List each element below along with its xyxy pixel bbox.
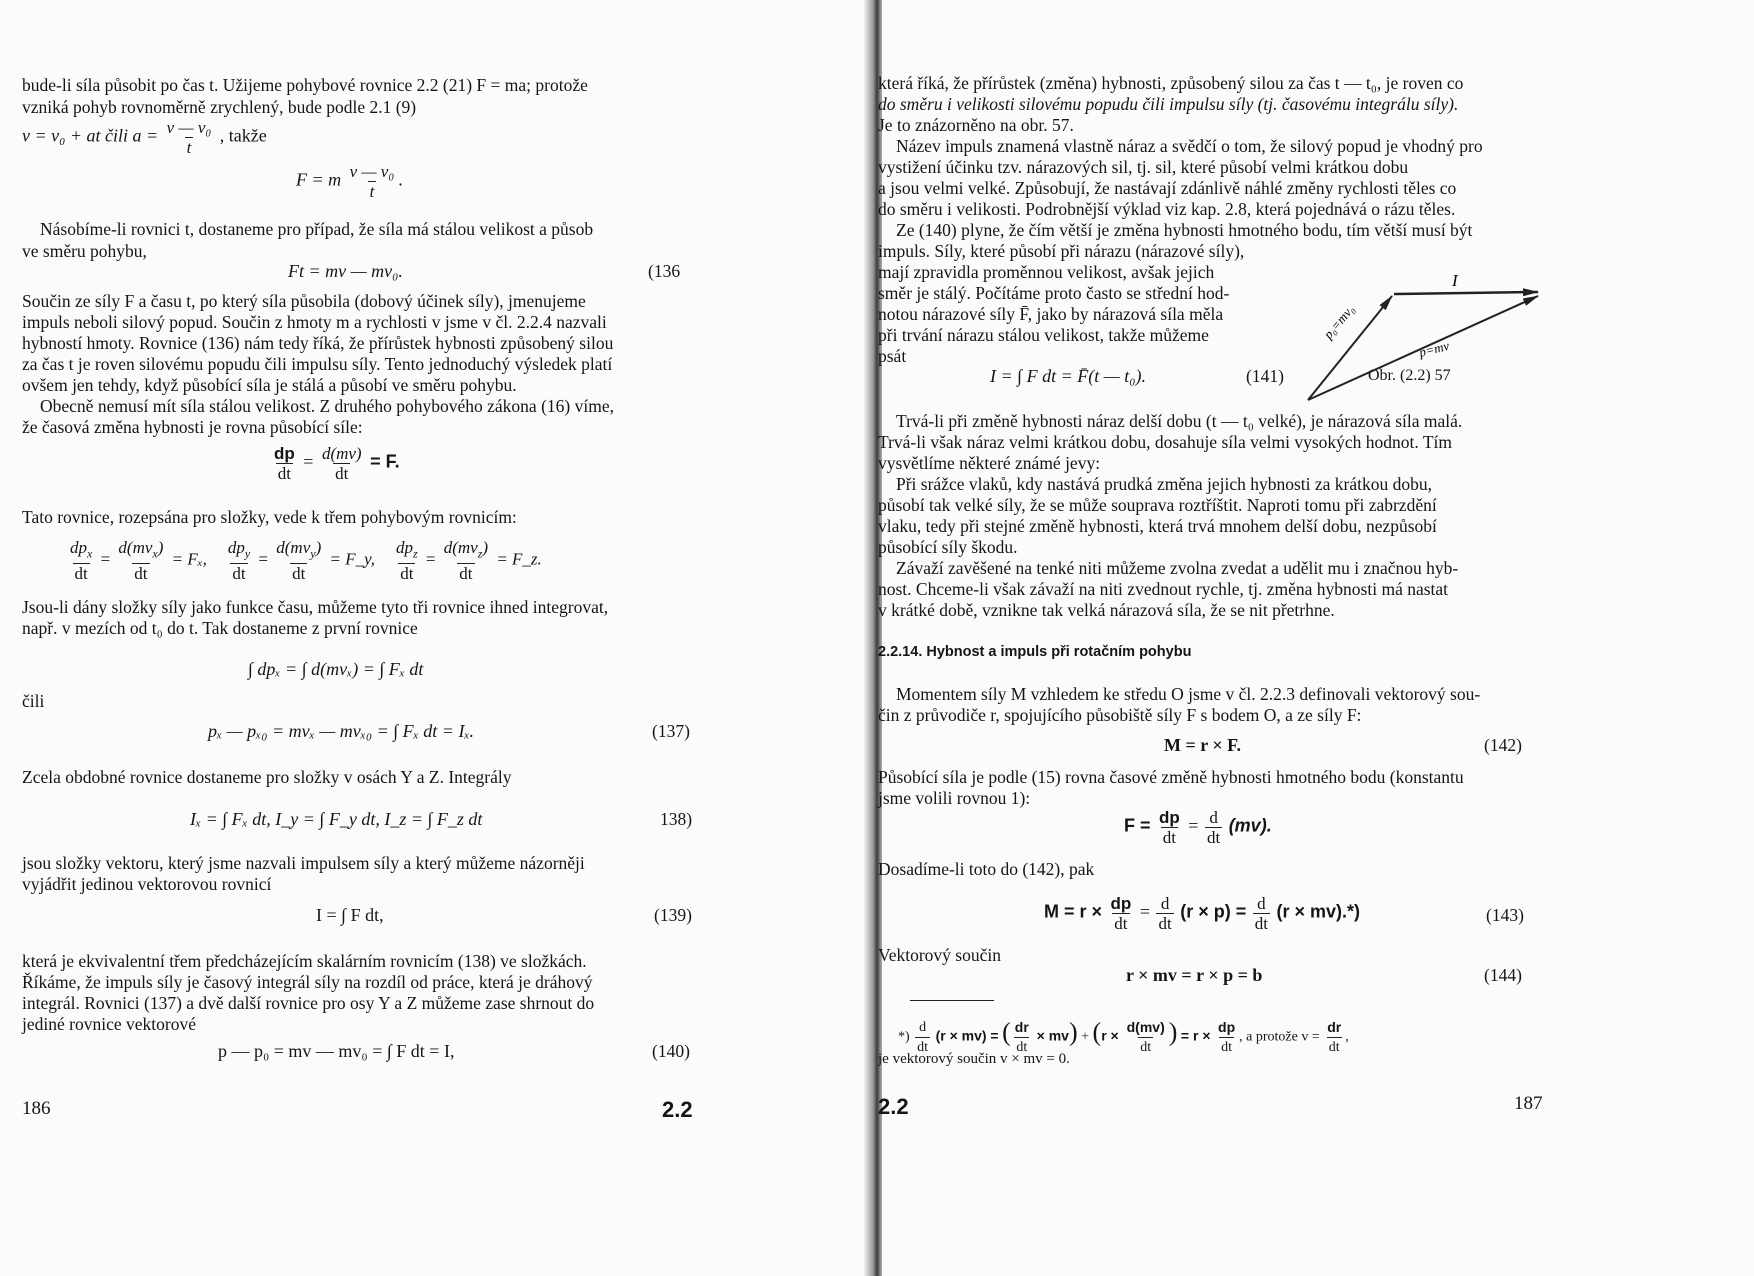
paragraph-line: nost. Chceme-li však závaží na niti zvednout rychle, tj. změna hybnosti má nastat: [878, 579, 1449, 599]
label-impulse: I: [1452, 271, 1458, 290]
paragraph-line: Říkáme, že impuls síly je časový integrál síly na rozdíl od práce, která je dráhový: [22, 972, 593, 992]
paragraph-line: ovšem jen tehdy, když působící síla je stálá a působí ve směru pohybu.: [22, 375, 517, 395]
paragraph-line: Jsou-li dány složky síly jako funkce času, můžeme tyto tři rovnice ihned integrovat,: [22, 597, 609, 617]
paragraph-line: např. v mezích od t₀ do t. Tak dostaneme z první rovnice: [22, 618, 418, 638]
paragraph-line: vyjádřit jedinou vektorovou rovnicí: [22, 874, 272, 894]
paragraph-line: jsou složky vektoru, který jsme nazvali impulsem síly a který můžeme názorněji: [22, 853, 585, 873]
equation-136: Ft = mv — mv₀.: [288, 261, 403, 281]
section-tag: 2.2: [662, 1097, 693, 1122]
equation-text: v = v₀ + at čili a =: [22, 125, 159, 146]
paragraph-line: vzniká pohyb rovnoměrně zrychlený, bude podle 2.1 (9): [22, 97, 417, 117]
equation-137: pₓ — pₓ₀ = mvₓ — mvₓ₀ = ∫ Fₓ dt = Iₓ.: [208, 721, 475, 741]
paragraph-line: Trvá-li při změně hybnosti náraz delší dobu (t — t₀ velké), je nárazová síla malá.: [896, 411, 1463, 431]
equation-141: I = ∫ F dt = F̄(t — t₀).: [990, 366, 1146, 386]
equation-143: M = r × $\frac{dp}{dt}$ = $\frac{d}{dt}$ (r × p) = $\frac{d}{dt}$ (r × mv).*): [1044, 894, 1360, 933]
equation-text: = F_z.: [496, 549, 542, 569]
label-p: p=mv: [1417, 337, 1451, 360]
fraction-numerator: v — v₀: [349, 162, 395, 181]
paragraph-line: působící síly škodu.: [878, 537, 1018, 557]
section-heading: 2.2.14. Hybnost a impuls při rotačním pohybu: [878, 644, 1192, 660]
footnote-line: je vektorový součin v × mv = 0.: [878, 1051, 1070, 1067]
paragraph-line: Zcela obdobné rovnice dostaneme pro složky v osách Y a Z. Integrály: [22, 767, 512, 787]
paragraph-line: Vektorový součin: [878, 945, 1001, 965]
paragraph-line: vystižení účinku tzv. nárazových sil, tj. sil, které působí velmi krátkou dobu: [878, 157, 1409, 177]
equation-text: (mv).: [1228, 815, 1272, 836]
fraction-numerator: dp: [274, 444, 295, 463]
equation-velocity: [22, 118, 267, 157]
fraction-denominator: dt: [277, 464, 291, 483]
paragraph-line: Název impuls znamená vlastně náraz a svědčí o tom, že silový popud je vhodný pro: [896, 136, 1483, 156]
vector-impulse: [1394, 292, 1538, 294]
equation-140: p — p₀ = mv — mv₀ = ∫ F dt = I,: [218, 1041, 455, 1061]
paragraph-line: která je ekvivalentní třem předcházejícím skalárním rovnicím (138) ve složkách.: [22, 951, 587, 971]
paragraph-line: psát: [878, 346, 907, 366]
paragraph-line: Dosadíme-li toto do (142), pak: [878, 859, 1095, 879]
equation-144: r × mv = r × p = b: [1126, 965, 1263, 985]
equation-text: = Fₓ,: [171, 549, 207, 569]
paragraph-line: bude-li síla působit po čas t. Užijeme pohybové rovnice 2.2 (21) F = ma; protože: [22, 75, 588, 95]
paragraph-line: a jsou velmi velké. Způsobují, že nastávají zdánlivě náhlé změny rychlosti těles co: [878, 178, 1457, 198]
equation-components: $\frac{dp_x}{dt}$ = $\frac{d(mv_x)}{dt}$ = Fₓ, $\frac{dp_y}{dt}$ = $\frac{d(mv_y)}{dt}$ = F_y, $\frac{dp_z}{dt}$ = $\frac{d(mv_z)}{dt}$ = F_z.: [70, 538, 542, 584]
paragraph-line: hybností hmoty. Rovnice (136) nám tedy říká, že přírůstek hybnosti způsobený silou: [22, 333, 614, 353]
paragraph-line: Je to znázorněno na obr. 57.: [878, 115, 1074, 135]
paragraph-line: do směru i velikosti. Podrobnější výklad viz kap. 2.8, která pojednává o rázu těles.: [878, 199, 1456, 219]
paragraph-line: Při srážce vlaků, kdy nastává prudká změna jejich hybnosti za krátkou dobu,: [896, 474, 1433, 494]
fraction-numerator: d(mv): [321, 444, 362, 463]
paragraph-line: čin z průvodiče r, spojujícího působiště síly F s bodem O, a ze síly F:: [878, 705, 1362, 725]
paragraph-line: že časová změna hybnosti je rovna působící síle:: [22, 417, 363, 437]
paragraph-line: jsme volili rovnou 1):: [878, 788, 1031, 808]
paragraph-line: v krátké době, vznikne tak velká nárazová síla, že se nit přetrhne.: [878, 600, 1335, 620]
equation-text: F =: [1124, 815, 1151, 836]
equation-138: Iₓ = ∫ Fₓ dt, I_y = ∫ F_y dt, I_z = ∫ F_z dt: [190, 809, 483, 829]
paragraph-line: vlaku, tedy při stejné změně hybnosti, která trvá mnohem delší dobu, nezpůsobí: [878, 516, 1437, 536]
paragraph-line: do směru i velikosti silovému popudu čili impulsu síly (tj. časovému integrálu síly).: [878, 94, 1459, 114]
figure-caption: Obr. (2.2) 57: [1368, 367, 1451, 384]
paragraph-line: impuls. Síly, které působí při nárazu (nárazové síly),: [878, 241, 1245, 261]
equation-number: (144): [1484, 965, 1522, 985]
paragraph-line: mají zpravidla proměnnou velikost, avšak jejich: [878, 262, 1215, 282]
paragraph-line: za čas t je roven silovému popudu čili impulsu síly. Tento jednoduchý výsledek platí: [22, 354, 613, 374]
right-page: [878, 0, 1754, 1276]
paragraph-line: při trvání nárazu stálou velikost, takže můžeme: [878, 325, 1209, 345]
fraction-denominator: dt: [335, 464, 349, 483]
equation-number: (137): [652, 721, 690, 741]
equation-number: (139): [654, 905, 692, 925]
paragraph-line: notou nárazové síly F̄, jako by nárazová síla měla: [878, 304, 1224, 324]
paragraph-line: Součin ze síly F a času t, po který síla působila (dobový účinek síly), jmenujeme: [22, 291, 586, 311]
paragraph-line: Momentem síly M vzhledem ke středu O jsme v čl. 2.2.3 definovali vektorový sou-: [896, 684, 1481, 704]
paragraph-line: vysvětlíme některé známé jevy:: [878, 453, 1101, 473]
equation-text: = F_y,: [329, 549, 375, 569]
paragraph-line: ve směru pohybu,: [22, 241, 147, 261]
page-number: 187: [1514, 1093, 1543, 1114]
paragraph-line: integrál. Rovnici (137) a dvě další rovnice pro osy Y a Z můžeme zase shrnout do: [22, 993, 595, 1013]
section-tag: 2.2: [878, 1094, 909, 1119]
footnote-equation: *) $\frac{d}{dt}$ (r × mv) = ( $\frac{dr}{dt}$ × mv) + (r × $\frac{d(mv)}{dt}$ ) = r × $\frac{dp}{dt}$ , a protože v = $\frac{dr}{dt}$ ,: [898, 1017, 1349, 1055]
paragraph-line: jediné rovnice vektorové: [22, 1014, 196, 1034]
equation-force-momentum: F = $\frac{dp}{dt}$ = $\frac{d}{dt}$ (mv).: [1124, 808, 1272, 847]
paragraph-line: směr je stálý. Počítáme proto často se střední hod-: [878, 283, 1230, 303]
equation-139: I = ∫ F dt,: [316, 905, 384, 925]
paragraph-line: Obecně nemusí mít síla stálou velikost. Z druhého pohybového zákona (16) víme,: [40, 396, 614, 416]
fraction-denominator: t: [369, 182, 375, 201]
equation-number: (140): [652, 1041, 690, 1061]
equation-number: 138): [660, 809, 693, 829]
equation-number: (143): [1486, 905, 1524, 925]
left-page: [0, 0, 872, 1276]
fraction-denominator: t: [186, 138, 192, 157]
paragraph-line: Trvá-li však náraz velmi krátkou dobu, dosahuje síla velmi vysokých hodnot. Tím: [878, 432, 1453, 452]
equation-text: , takže: [219, 125, 267, 146]
paragraph-line: působí tak velké síly, že se může souprava roztříštit. Naproti tomu při zabrzdění: [878, 495, 1437, 515]
equation-dp-dt: $\frac{dp}{dt}$ = $\frac{d(mv)}{dt}$ = F.: [274, 444, 400, 483]
paragraph-line: impuls neboli silový popud. Součin z hmoty m a rychlosti v jsme v čl. 2.2.4 nazvali: [22, 312, 607, 332]
paragraph-line: která říká, že přírůstek (změna) hybnosti, způsobený silou za čas t — t₀, je roven co: [878, 73, 1464, 93]
paragraph-line: Ze (140) plyne, že čím větší je změna hybnosti hmotného bodu, tím větší musí být: [896, 220, 1473, 240]
equation-number: (142): [1484, 735, 1522, 755]
paragraph-line: Tato rovnice, rozepsána pro složky, vede k třem pohybovým rovnicím:: [22, 507, 517, 527]
equation-integral-1: ∫ dpₓ = ∫ d(mvₓ) = ∫ Fₓ dt: [248, 659, 424, 679]
page-number: 186: [22, 1098, 51, 1119]
word-cili: čili: [22, 691, 45, 711]
label-p0: p₀=mv₀: [1320, 301, 1358, 342]
equation-142: M = r × F.: [1164, 735, 1242, 755]
footnote-text: a protože v =: [1246, 1029, 1320, 1045]
equation-text: F = m: [296, 169, 342, 190]
paragraph-line: Násobíme-li rovnici t, dostaneme pro případ, že síla má stálou velikost a působ: [40, 219, 594, 239]
equation-number: (136: [648, 261, 681, 281]
paragraph-line: Závaží zavěšené na tenké niti můžeme zvolna zvedat a udělit mu i značnou hyb-: [896, 558, 1459, 578]
equation-force: F = m $\frac{\text{v — v₀}}{t}$ .: [296, 162, 403, 201]
equation-text: = F.: [370, 451, 400, 472]
footnote-rule: [910, 1000, 994, 1001]
paragraph-line: Působící síla je podle (15) rovna časové změně hybnosti hmotného bodu (konstantu: [878, 767, 1464, 787]
fraction-numerator: v — v₀: [166, 118, 212, 137]
equation-number: (141): [1246, 366, 1284, 386]
